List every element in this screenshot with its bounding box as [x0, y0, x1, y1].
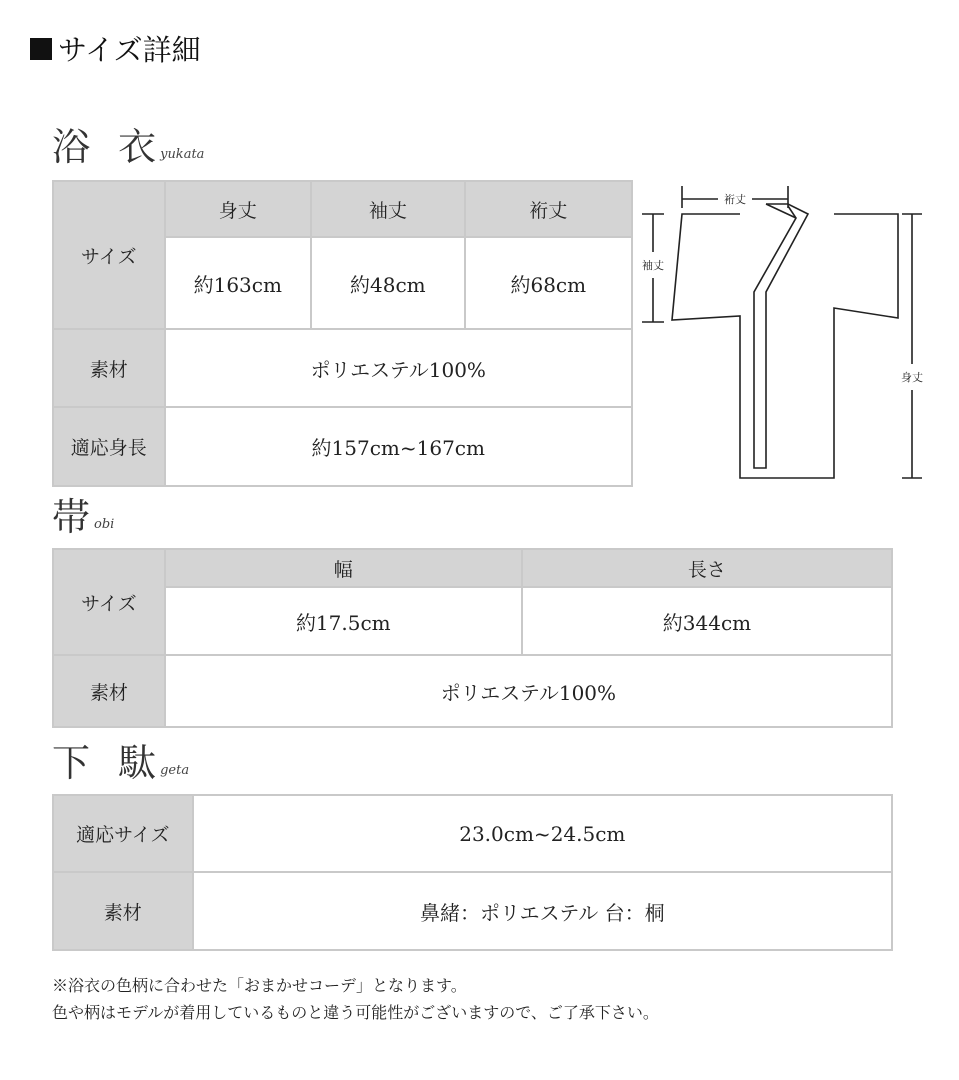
note-line-1: ※浴衣の色柄に合わせた「おまかせコーデ」となります。: [52, 976, 467, 995]
square-bullet-icon: [30, 38, 52, 60]
obi-header-length: 長さ: [522, 549, 892, 587]
obi-title: 帯: [52, 495, 99, 539]
obi-material-value: ポリエステル100%: [165, 655, 892, 727]
mi-label: 身丈: [901, 371, 923, 384]
yukata-value-yukitake: 約68cm: [465, 237, 632, 329]
yukata-title: 浴 衣: [52, 125, 165, 169]
yukata-header-mitake: 身丈: [165, 181, 312, 237]
yukata-value-mitake: 約163cm: [165, 237, 312, 329]
notes: [52, 972, 659, 1026]
page-title: [30, 28, 201, 69]
yuki-label: 裄丈: [724, 193, 746, 206]
yukata-diagram: [636, 182, 926, 482]
yukata-romaji: yukata: [160, 147, 205, 162]
yukata-material-value: ポリエステル100%: [165, 329, 633, 407]
garment-outline: [672, 214, 898, 478]
obi-table: [52, 548, 893, 728]
yukata-table: [52, 180, 633, 487]
geta-material-label: 素材: [53, 872, 193, 950]
obi-size-label: サイズ: [53, 549, 165, 655]
yukata-height-value: 約157cm~167cm: [165, 407, 633, 486]
yukata-value-sodetake: 約48cm: [311, 237, 464, 329]
geta-section-title: [52, 741, 190, 785]
yukata-material-label: 素材: [53, 329, 165, 407]
geta-material-value: 鼻緒：ポリエステル 台：桐: [193, 872, 892, 950]
note-line-2: 色や柄はモデルが着用しているものと違う可能性がございますので、ご了承下さい。: [52, 1003, 659, 1022]
geta-romaji: geta: [160, 763, 190, 778]
yukata-header-sodetake: 袖丈: [311, 181, 464, 237]
yukata-header-yukitake: 裄丈: [465, 181, 632, 237]
yukata-size-label: サイズ: [53, 181, 165, 329]
yukata-height-label: 適応身長: [53, 407, 165, 486]
obi-header-width: 幅: [165, 549, 522, 587]
sode-label: 袖丈: [642, 259, 664, 272]
obi-value-length: 約344cm: [522, 587, 892, 655]
obi-material-label: 素材: [53, 655, 165, 727]
collar-band: [754, 204, 808, 468]
geta-title: 下 駄: [52, 741, 165, 785]
geta-size-label: 適応サイズ: [53, 795, 193, 872]
obi-value-width: 約17.5cm: [165, 587, 522, 655]
yukata-section-title: [52, 125, 205, 169]
geta-table: [52, 794, 893, 951]
geta-size-value: 23.0cm~24.5cm: [193, 795, 892, 872]
obi-romaji: obi: [94, 517, 115, 532]
page-title-text: サイズ詳細: [58, 33, 201, 67]
obi-section-title: [52, 495, 115, 539]
